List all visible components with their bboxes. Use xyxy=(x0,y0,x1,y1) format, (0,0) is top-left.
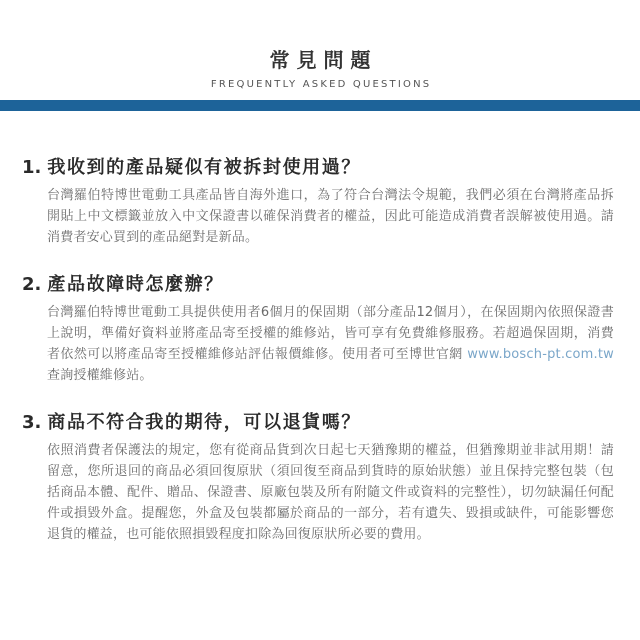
question-heading-3 xyxy=(22,411,614,434)
faq-list xyxy=(0,111,640,545)
question-text: 產品故障時怎麼辦？ xyxy=(47,274,224,295)
question-heading-1 xyxy=(22,156,614,179)
answer-segment-before-link: 台灣羅伯特博世電動工具提供使用者6個月的保固期（部分產品12個月），在保固期內依照保證書上說明，準備好資料並將產品寄至授權的維修站，皆可享有免費維修服務。若超過保固期，消費者依然可以將產品寄至授權維修站評估報價維修。使用者可至博世官網 xyxy=(47,305,614,362)
header-divider-bar xyxy=(0,100,640,111)
question-text: 商品不符合我的期待，可以退貨嗎？ xyxy=(47,412,361,433)
question-number: 1. xyxy=(22,157,42,178)
question-text: 我收到的產品疑似有被拆封使用過？ xyxy=(47,157,361,178)
page-title: 常見問題 xyxy=(269,48,378,72)
answer-text-3: 依照消費者保護法的規定，您有從商品貨到次日起七天猶豫期的權益，但猶豫期並非試用期！請留意，您所退回的商品必須回復原狀（須回復至商品到貨時的原始狀態）並且保持完整包裝（包括商品本體、配件、贈品、保證書、原廠包裝及所有附隨文件或資料的完整性），切勿缺漏任何配件或損毀外盒。提醒您，外盒及包裝都屬於商品的一部分，若有遺失、毀損或缺件，可能影響您退貨的權益，也可能依照損毀程度扣除為回復原狀所必要的費用。 xyxy=(47,443,614,542)
answer-text-2 xyxy=(47,302,614,386)
answer-segment-after-link: 查詢授權維修站。 xyxy=(47,368,153,383)
question-heading-2 xyxy=(22,273,614,296)
faq-item-1 xyxy=(22,156,614,248)
faq-item-3 xyxy=(22,411,614,545)
faq-item-2 xyxy=(22,273,614,386)
faq-header xyxy=(0,0,640,91)
question-number: 3. xyxy=(22,412,42,433)
answer-text-1: 台灣羅伯特博世電動工具產品皆自海外進口，為了符合台灣法令規範，我們必須在台灣將產品拆開貼上中文標籤並放入中文保證書以確保消費者的權益，因此可能造成消費者誤解被使用過。請消費者安心買到的產品絕對是新品。 xyxy=(47,188,614,245)
page-subtitle: FREQUENTLY ASKED QUESTIONS xyxy=(210,79,432,90)
bosch-website-link[interactable]: www.bosch-pt.com.tw xyxy=(467,347,614,362)
question-number: 2. xyxy=(22,274,42,295)
